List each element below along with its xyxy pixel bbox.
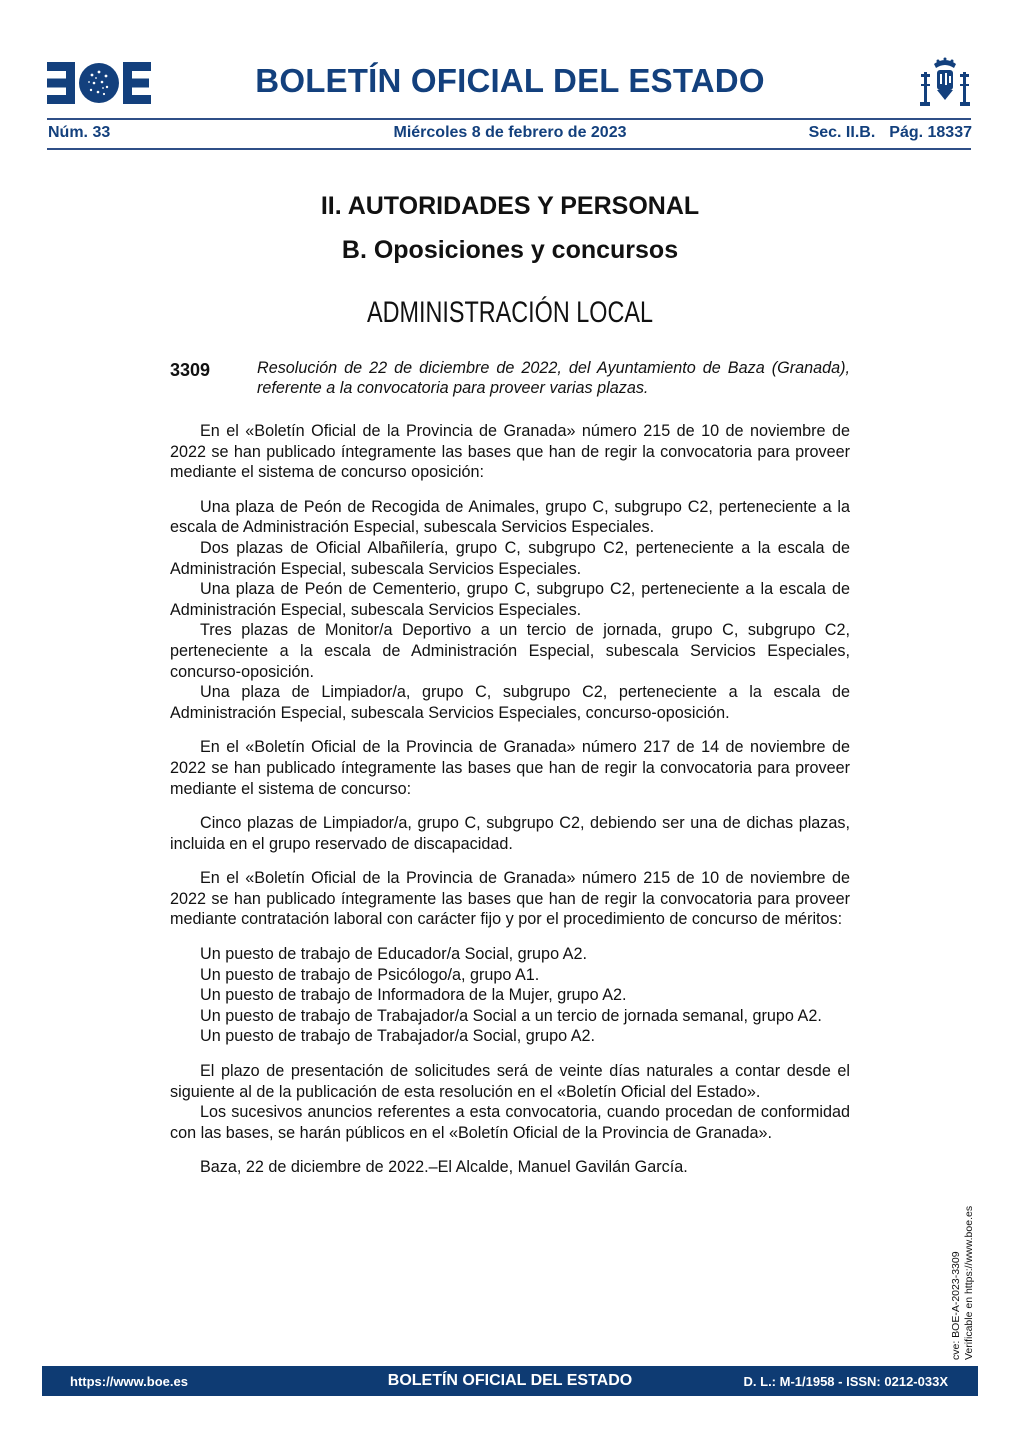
paragraph-intro-1: En el «Boletín Oficial de la Provincia de Granada» número 215 de 10 de noviembre de 2022 se han publicado íntegramente las bases que han de regir la convocatoria para proveer mediante el sistema de concurso oposición: <box>170 422 850 482</box>
puesto-item: Un puesto de trabajo de Trabajador/a Social, grupo A2. <box>200 1027 596 1046</box>
signature: Baza, 22 de diciembre de 2022.–El Alcalde, Manuel Gavilán García. <box>200 1158 688 1177</box>
entry-number: 3309 <box>170 360 211 380</box>
puesto-item: Un puesto de trabajo de Trabajador/a Social a un tercio de jornada semanal, grupo A2. <box>200 1006 822 1025</box>
header-rule-bottom <box>47 148 971 150</box>
puesto-item: Un puesto de trabajo de Psicólogo/a, grupo A1. <box>200 965 540 984</box>
plaza-item: Dos plazas de Oficial Albañilería, grupo C, subgrupo C2, perteneciente a la escala de Administración Especial, subescala Servicios Especiales. <box>170 538 850 578</box>
plaza-item: Cinco plazas de Limpiador/a, grupo C, subgrupo C2, debiendo ser una de dichas plazas, incluida en el grupo reservado de discapacidad. <box>170 814 850 853</box>
plaza-item: Una plaza de Peón de Cementerio, grupo C, subgrupo C2, perteneciente a la escala de Administración Especial, subescala Servicios Especiales. <box>170 580 850 619</box>
footer-bar <box>42 1366 978 1396</box>
section-heading: II. AUTORIDADES Y PERSONAL <box>320 192 700 220</box>
section-page <box>809 124 972 142</box>
footer-legal: D. L.: M-1/1958 - ISSN: 0212-033X <box>743 1374 948 1389</box>
section-label: Sec. II.B. <box>808 124 876 141</box>
paragraph-intro-2: En el «Boletín Oficial de la Provincia de Granada» número 217 de 14 de noviembre de 2022 se han publicado íntegramente las bases que han de regir la convocatoria para proveer mediante el sistema de concurso: <box>170 738 850 798</box>
header-rule-top <box>47 118 971 120</box>
footer-title: BOLETÍN OFICIAL DEL ESTADO <box>387 1372 633 1389</box>
cve-code: cve: BOE-A-2023-3309 <box>950 1251 962 1360</box>
paragraph-intro-3: En el «Boletín Oficial de la Provincia de Granada» número 215 de 10 de noviembre de 2022 se han publicado íntegramente las bases que han de regir la convocatoria para proveer mediante contratación laboral con carácter fijo y por el procedimiento de concurso de méritos: <box>170 869 850 929</box>
coat-of-arms-icon <box>918 56 972 110</box>
subsection-heading: B. Oposiciones y concursos <box>341 236 679 264</box>
plaza-item: Una plaza de Peón de Recogida de Animales, grupo C, subgrupo C2, perteneciente a la escala de Administración Especial, subescala Servicios Especiales. <box>170 497 850 537</box>
document-body <box>170 421 850 1178</box>
puesto-item: Un puesto de trabajo de Informadora de la Mujer, grupo A2. <box>200 986 627 1005</box>
page-number: Pág. 18337 <box>889 124 972 141</box>
verification-note <box>950 1160 990 1360</box>
masthead-title: BOLETÍN OFICIAL DEL ESTADO <box>255 62 765 99</box>
paragraph-anuncios: Los sucesivos anuncios referentes a esta convocatoria, cuando procedan de conformidad con las bases, se harán públicos en el «Boletín Oficial de la Provincia de Granada». <box>170 1103 850 1142</box>
plaza-item: Tres plazas de Monitor/a Deportivo a un tercio de jornada, grupo C, subgrupo C2, perteneciente a la escala de Administración Especial, subescala Servicios Especiales, concurso-oposición. <box>170 621 850 681</box>
footer-url-link[interactable]: https://www.boe.es <box>70 1374 188 1389</box>
administration-heading: ADMINISTRACIÓN LOCAL <box>366 296 654 329</box>
plaza-item: Una plaza de Limpiador/a, grupo C, subgrupo C2, perteneciente a la escala de Administración Especial, subescala Servicios Especiales, concurso-oposición. <box>170 683 850 722</box>
puesto-item: Un puesto de trabajo de Educador/a Social, grupo A2. <box>200 945 587 964</box>
entry-title: Resolución de 22 de diciembre de 2022, del Ayuntamiento de Baza (Granada), referente a la convocatoria para proveer varias plazas. <box>257 359 850 397</box>
issue-number: Núm. 33 <box>48 124 111 141</box>
paragraph-plazo: El plazo de presentación de solicitudes será de veinte días naturales a contar desde el siguiente al de la publicación de esta resolución en el «Boletín Oficial del Estado». <box>170 1062 850 1101</box>
verification-link[interactable]: Verificable en https://www.boe.es <box>963 1205 975 1360</box>
issue-date: Miércoles 8 de febrero de 2023 <box>393 124 627 141</box>
